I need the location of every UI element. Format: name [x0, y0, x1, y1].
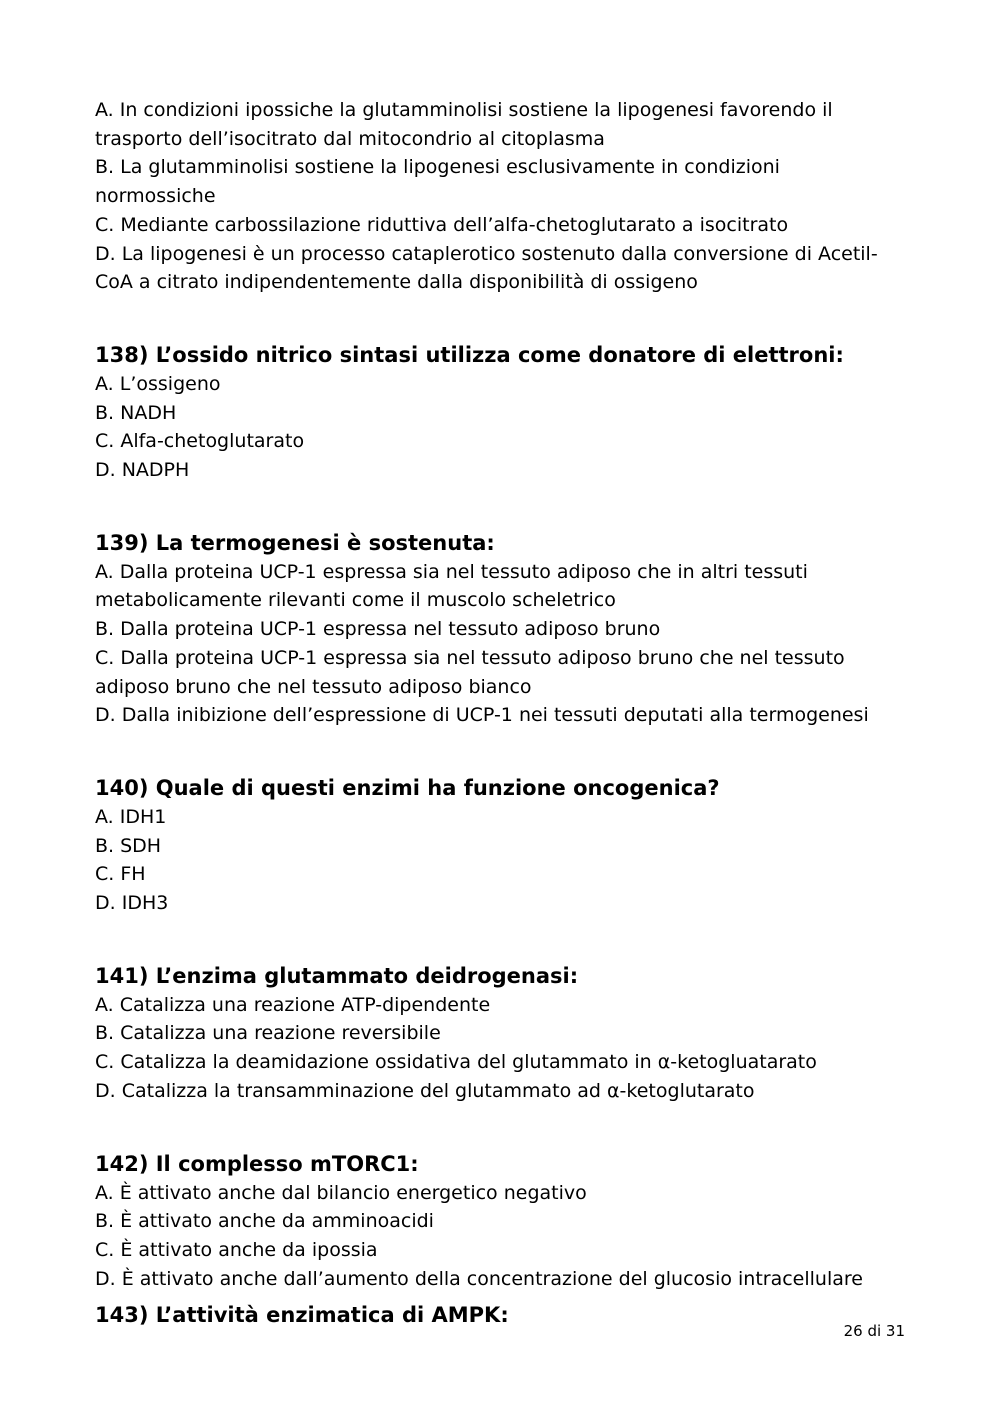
answer-option: C. È attivato anche da ipossia: [95, 1238, 378, 1261]
document-page: [95, 96, 915, 1330]
answer-option: D. IDH3: [95, 892, 169, 915]
question-title: 140) Quale di questi enzimi ha funzione oncogenica?: [95, 775, 720, 800]
answer-line: D. La lipogenesi è un processo cataplerotico sostenuto dalla conversione di Acetil-: [95, 242, 878, 265]
answer-option: adiposo bruno che nel tessuto adiposo bianco: [95, 675, 532, 698]
question-137-continuation: [95, 96, 915, 297]
answer-option: A. È attivato anche dal bilancio energetico negativo: [95, 1181, 587, 1204]
answer-option: C. Alfa-chetoglutarato: [95, 430, 305, 453]
answer-line: trasporto dell’isocitrato dal mitocondrio al citoplasma: [95, 127, 605, 150]
answer-line: B. La glutamminolisi sostiene la lipogenesi esclusivamente in condizioni: [95, 156, 780, 179]
question-142: [95, 1150, 915, 1294]
answer-option: A. Dalla proteina UCP-1 espressa sia nel tessuto adiposo che in altri tessuti: [95, 560, 808, 583]
answer-line: C. Mediante carbossilazione riduttiva dell’alfa-chetoglutarato a isocitrato: [95, 213, 789, 236]
question-143: [95, 1301, 915, 1330]
answer-option: B. Catalizza una reazione reversibile: [95, 1022, 441, 1045]
question-title: 143) L’attività enzimatica di AMPK:: [95, 1303, 509, 1328]
answer-option: A. L’ossigeno: [95, 372, 221, 395]
answer-line: normossiche: [95, 185, 216, 208]
question-title: 141) L’enzima glutammato deidrogenasi:: [95, 963, 579, 988]
answer-option: D. Dalla inibizione dell’espressione di UCP-1 nei tessuti deputati alla termogenesi: [95, 704, 869, 727]
answer-option: B. Dalla proteina UCP-1 espressa nel tessuto adiposo bruno: [95, 618, 661, 641]
answer-option: metabolicamente rilevanti come il muscolo scheletrico: [95, 589, 616, 612]
page-number: 26 di 31: [843, 1322, 905, 1340]
question-141: [95, 962, 915, 1106]
answer-option: A. IDH1: [95, 805, 167, 828]
question-139: [95, 529, 915, 730]
answer-line: A. In condizioni ipossiche la glutamminolisi sostiene la lipogenesi favorendo il: [95, 99, 833, 121]
question-title: 142) Il complesso mTORC1:: [95, 1151, 419, 1176]
question-title: 138) L’ossido nitrico sintasi utilizza come donatore di elettroni:: [95, 342, 844, 367]
answer-option: B. SDH: [95, 834, 162, 857]
answer-option: B. NADH: [95, 401, 177, 424]
question-138: [95, 341, 915, 485]
answer-option: B. È attivato anche da amminoacidi: [95, 1210, 434, 1233]
question-title: 139) La termogenesi è sostenuta:: [95, 530, 495, 555]
answer-line: CoA a citrato indipendentemente dalla disponibilità di ossigeno: [95, 271, 698, 294]
answer-option: D. Catalizza la transamminazione del glutammato ad α-ketoglutarato: [95, 1079, 755, 1102]
answer-option: D. NADPH: [95, 459, 190, 482]
answer-option: A. Catalizza una reazione ATP-dipendente: [95, 993, 491, 1016]
answer-option: C. FH: [95, 863, 146, 886]
answer-option: C. Catalizza la deamidazione ossidativa del glutammato in α-ketogluatarato: [95, 1051, 817, 1074]
answer-option: D. È attivato anche dall’aumento della concentrazione del glucosio intracellulare: [95, 1267, 863, 1290]
question-140: [95, 774, 915, 918]
answer-option: C. Dalla proteina UCP-1 espressa sia nel tessuto adiposo bruno che nel tessuto: [95, 646, 845, 669]
